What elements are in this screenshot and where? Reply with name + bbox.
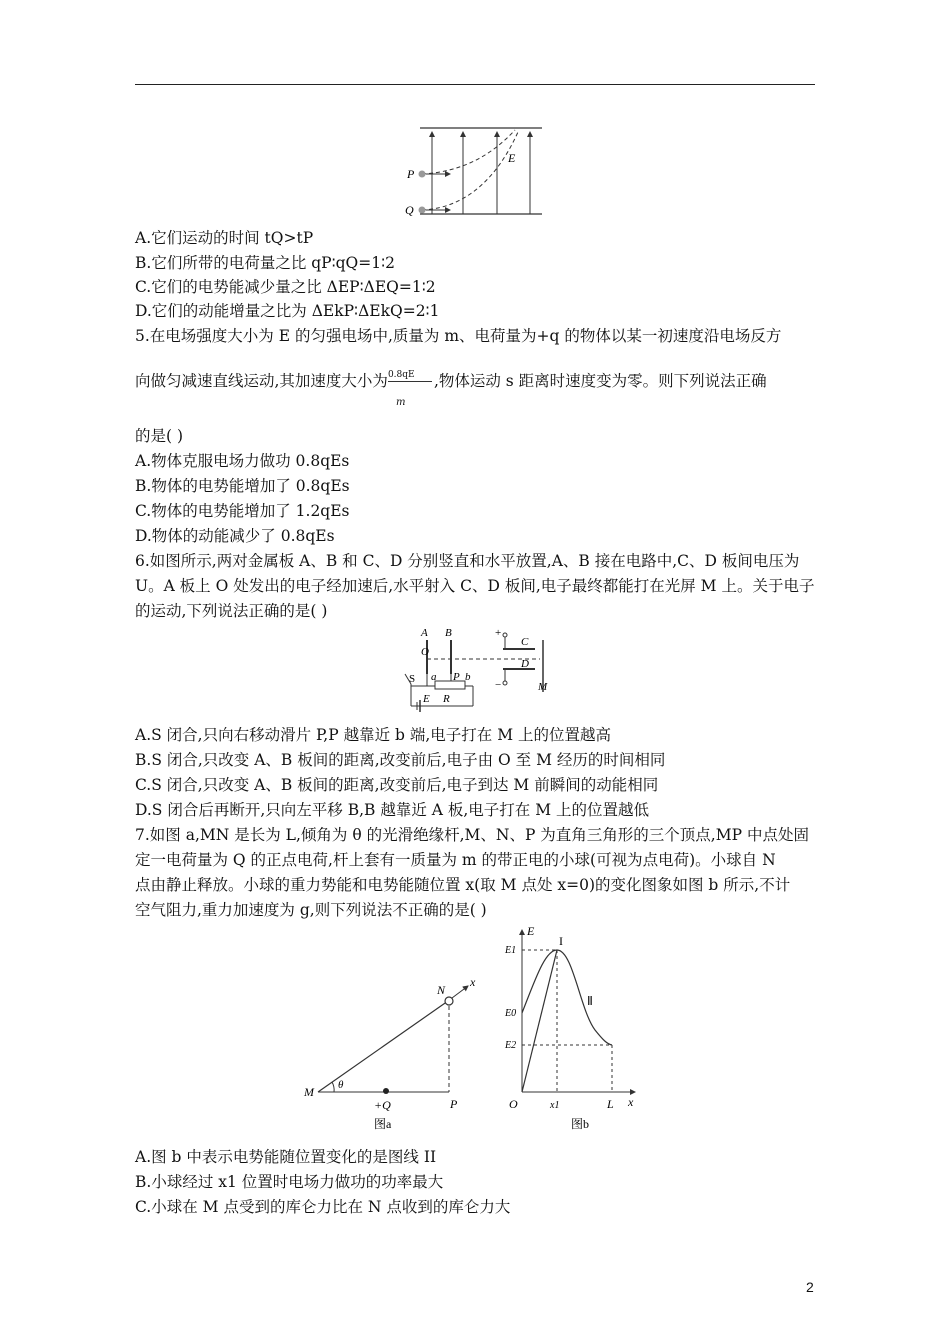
q6-option-c: C.S 闭合,只改变 A、B 板间的距离,改变前后,电子到达 M 前瞬间的动能相同 xyxy=(135,776,659,794)
q7-stem-line2: 定一电荷量为 Q 的正点电荷,杆上套有一质量为 m 的带正电的小球(可视为点电荷)。小球自 N xyxy=(135,851,776,869)
q6-label-o: O xyxy=(421,646,429,658)
q5-option-d: D.物体的动能减少了 0.8qEs xyxy=(135,527,335,545)
q5-acceleration-fraction xyxy=(387,370,434,408)
q4-field-figure xyxy=(400,122,550,222)
q7a-label-x: x xyxy=(470,975,476,989)
q6-label-c: C xyxy=(521,636,529,648)
q6-label-e: E xyxy=(423,693,430,705)
q5-option-c: C.物体的电势能增加了 1.2qEs xyxy=(135,502,350,520)
q6-stem-line1: 6.如图所示,两对金属板 A、B 和 C、D 分别竖直和水平放置,A、B 接在电路中,C、D 板间电压为 xyxy=(135,552,800,570)
q7b-label-l: L xyxy=(607,1097,614,1111)
q6-label-a-end: a xyxy=(431,671,437,683)
q7b-label-x1: x1 xyxy=(550,1100,560,1111)
q7b-label-e-axis: E xyxy=(527,924,535,938)
q4-option-a: A.它们运动的时间 tQ>tP xyxy=(135,229,314,247)
q7-stem-line1: 7.如图 a,MN 是长为 L,倾角为 θ 的光滑绝缘杆,M、N、P 为直角三角形的三个顶点,MP 中点处固 xyxy=(135,826,809,844)
page-number: 2 xyxy=(806,1279,814,1295)
q7-option-b: B.小球经过 x1 位置时电场力做功的功率最大 xyxy=(135,1173,444,1191)
q7a-label-theta: θ xyxy=(338,1079,344,1091)
q7b-label-curve2: Ⅱ xyxy=(587,994,593,1008)
q6-label-m: M xyxy=(538,681,548,693)
q7a-label-p: P xyxy=(450,1097,458,1111)
q7b-label-curve1: I xyxy=(559,934,563,948)
q7b-label-e2: E2 xyxy=(505,1040,517,1051)
q6-option-b: B.S 闭合,只改变 A、B 板间的距离,改变前后,电子由 O 至 M 经历的时间相同 xyxy=(135,751,666,769)
q6-stem-line3: 的运动,下列说法正确的是( ) xyxy=(135,602,328,620)
q4-option-c: C.它们的电势能减少量之比 ΔEP∶ΔEQ=1∶2 xyxy=(135,278,436,296)
q6-label-b-end: b xyxy=(465,671,471,683)
q4-option-b: B.它们所带的电荷量之比 qP∶qQ=1∶2 xyxy=(135,254,396,272)
q7-figure-b xyxy=(495,920,645,1135)
q4-option-d: D.它们的动能增量之比为 ΔEkP∶ΔEkQ=2∶1 xyxy=(135,302,440,320)
q6-label-r: R xyxy=(443,693,450,705)
q6-label-s: S xyxy=(409,673,416,685)
q6-label-p: P xyxy=(453,671,460,683)
q5-frac-numerator: 0.8qE xyxy=(388,369,432,382)
q6-stem-line2: U。A 板上 O 处发出的电子经加速后,水平射入 C、D 板间,电子最终都能打在光屏 M 上。关于电子 xyxy=(135,577,815,595)
q7a-label-charge: +Q xyxy=(374,1098,391,1112)
q7b-caption: 图b xyxy=(571,1117,590,1131)
q7-option-c: C.小球在 M 点受到的库仑力比在 N 点收到的库仑力大 xyxy=(135,1198,511,1216)
q4-label-q: Q xyxy=(405,203,414,217)
q5-stem-line2-a: 向做匀减速直线运动,其加速度大小为 xyxy=(135,372,388,390)
q6-option-d: D.S 闭合后再断开,只向左平移 B,B 越靠近 A 板,电子打在 M 上的位置越低 xyxy=(135,801,650,819)
q5-stem-line1: 5.在电场强度大小为 E 的匀强电场中,质量为 m、电荷量为+q 的物体以某一初速度沿电场反方 xyxy=(135,327,782,345)
q6-label-plus: + xyxy=(495,627,502,639)
q4-label-p: P xyxy=(407,167,415,181)
q7-stem-line4: 空气阻力,重力加速度为 g,则下列说法不正确的是( ) xyxy=(135,901,487,919)
q5-option-b: B.物体的电势能增加了 0.8qEs xyxy=(135,477,350,495)
q7-figure-a xyxy=(300,970,490,1135)
q7a-caption: 图a xyxy=(374,1117,392,1131)
q7-option-a: A.图 b 中表示电势能随位置变化的是图线 II xyxy=(135,1148,437,1166)
q7-stem-line3: 点由静止释放。小球的重力势能和电势能随位置 x(取 M 点处 x=0)的变化图象如图 b 所示,不计 xyxy=(135,876,791,894)
q5-option-a: A.物体克服电场力做功 0.8qEs xyxy=(135,452,350,470)
q5-stem-line2 xyxy=(135,370,825,408)
q7a-label-m: M xyxy=(304,1085,314,1099)
q6-circuit-figure xyxy=(395,622,565,712)
header-rule xyxy=(135,84,815,85)
q7b-label-x-axis: x xyxy=(628,1095,634,1109)
q5-stem-line2-b: ,物体运动 s 距离时速度变为零。则下列说法正确 xyxy=(433,372,767,390)
q5-stem-line3: 的是( ) xyxy=(135,427,184,445)
q5-frac-denominator: m xyxy=(395,397,406,408)
q6-label-d: D xyxy=(521,658,529,670)
q7b-label-e0: E0 xyxy=(505,1008,517,1019)
q7b-label-e1: E1 xyxy=(505,945,517,956)
q6-label-minus: − xyxy=(495,679,502,691)
q7b-label-origin: O xyxy=(509,1097,518,1111)
q6-label-b: B xyxy=(445,627,452,639)
q6-label-a: A xyxy=(421,627,428,639)
q6-option-a: A.S 闭合,只向右移动滑片 P,P 越靠近 b 端,电子打在 M 上的位置越高 xyxy=(135,726,612,744)
q7a-label-n: N xyxy=(437,983,446,997)
q4-label-e: E xyxy=(508,151,516,165)
